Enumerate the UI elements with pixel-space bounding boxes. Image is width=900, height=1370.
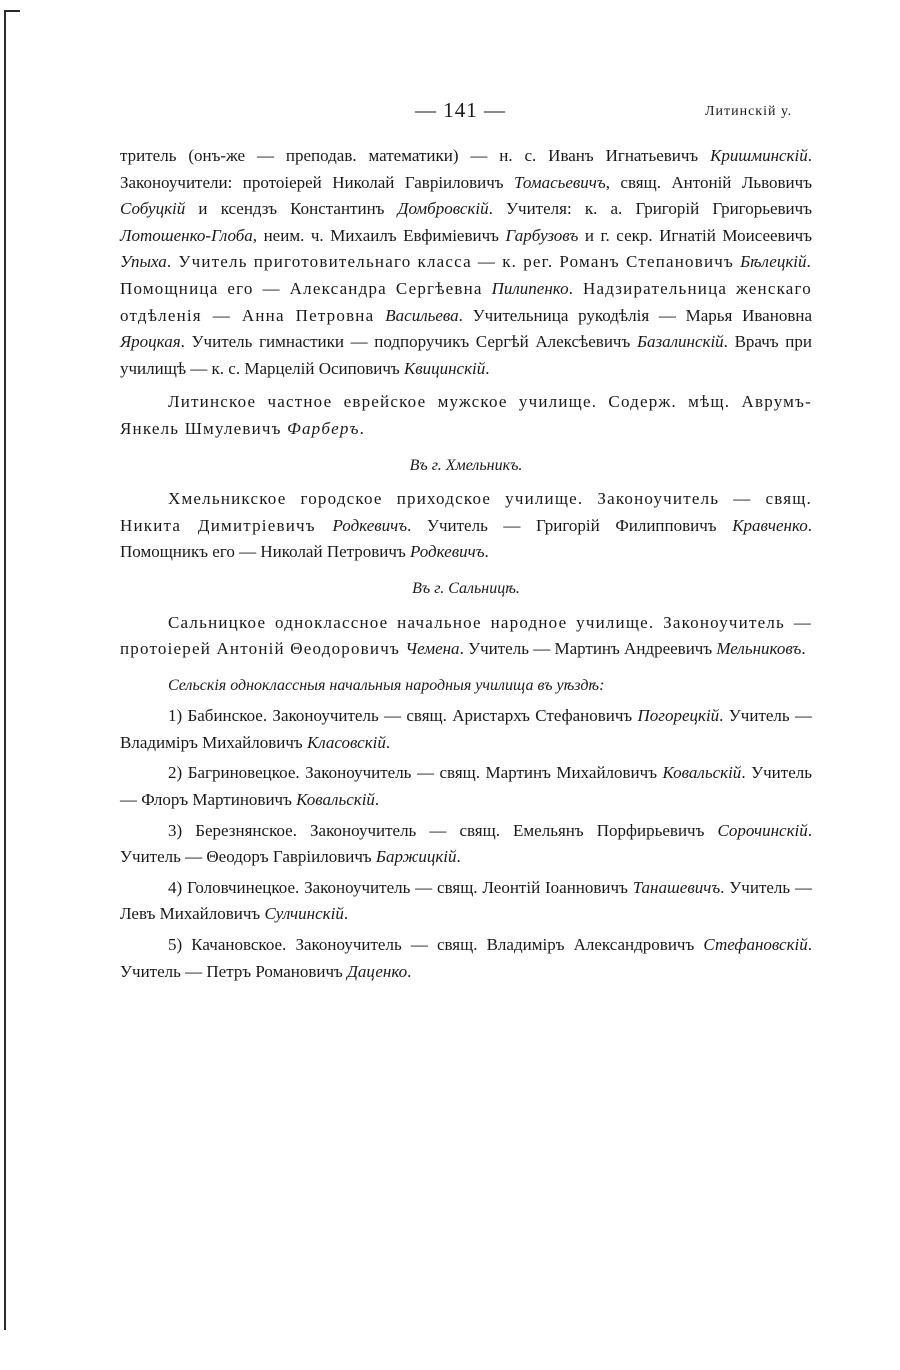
surname: Кришминскій — [710, 146, 808, 165]
text-run: , свящ. Антоній Львовичъ — [605, 172, 812, 192]
text-run: . Учитель приготовительнаго класса — к. рег. Романъ Степановичъ — [166, 252, 741, 272]
jewish-school-paragraph — [120, 389, 812, 442]
text-run: и ксендзъ Константинъ — [185, 199, 398, 219]
surname: Сорочинскій — [717, 820, 808, 840]
text-run: . Врачъ при училищѣ — к. с. Марцелій Осиповичъ — [120, 332, 812, 378]
surname: Стефановскій — [703, 935, 808, 955]
text-run: 5) Качановское. Законоучитель — свящ. Владиміръ Александровичъ — [168, 935, 704, 955]
text-run: . Учителя: к. а. Григорій Григорьевичъ — [488, 199, 812, 219]
text-run: тритель (онъ-же — преподав. математики) — н. с. Иванъ Игнатьевичъ — [120, 146, 711, 165]
rural-school-item — [120, 760, 812, 813]
text-run: . Надзирательница женскаго отдѣленія — Анна Петровна — [120, 278, 812, 325]
text-run: . Учитель — Флоръ Мартиновичъ — [120, 763, 812, 810]
text-run: . — [374, 790, 380, 810]
surname: Мельниковъ — [716, 639, 802, 659]
rural-school-item — [120, 932, 812, 985]
text-run: 4) Головчинецкое. Законоучитель — свящ. Леонтій Іоанновичъ — [168, 877, 633, 897]
surname: Собуцкій — [120, 199, 186, 219]
text-run: . — [456, 847, 461, 867]
surname: Упыха — [120, 252, 167, 272]
surname: Домбровскій — [397, 199, 489, 219]
khmelnik-paragraph — [120, 486, 812, 566]
surname: Базалинскій — [636, 332, 724, 352]
page-number: — 141 — — [415, 98, 506, 122]
text-run: . Законоучители: протоіерей Николай Гавріиловичъ — [120, 146, 812, 192]
text-run: . — [343, 904, 349, 924]
page-scan-edge-tick — [4, 10, 20, 12]
page-header — [0, 98, 900, 128]
page-body — [120, 143, 812, 985]
text-run: . Учитель — Θеодоръ Гавріиловичъ — [120, 820, 812, 867]
surname: Томасьевичъ — [514, 172, 606, 192]
rural-school-item — [120, 818, 812, 871]
text-run: . Учитель — Петръ Романовичъ — [120, 935, 812, 981]
section-heading-khmelnik: Въ г. Хмельникъ. — [409, 456, 523, 474]
page-scan-edge — [4, 10, 12, 1330]
surname: Родкевичъ — [332, 515, 408, 535]
surname: Погорецкій — [637, 706, 720, 726]
section-heading-salnitsa: Въ г. Сальницѣ. — [412, 579, 520, 597]
rural-schools-intro: Сельскія одноклассныя начальныя народныя училища въ уѣздѣ: — [168, 676, 605, 694]
rural-school-item — [120, 875, 812, 928]
text-run: . — [385, 732, 391, 752]
text-run: . — [407, 961, 412, 981]
text-run: 3) Березнянское. Законоучитель — свящ. Емельянъ Порфирьевичъ — [168, 820, 718, 840]
text-run: . Учитель — Григорій Филипповичъ — [407, 515, 733, 535]
running-head-district: Литинскій у. — [705, 104, 793, 119]
text-run: . — [801, 639, 806, 659]
surname: Родкевичъ — [410, 542, 485, 562]
text-run: . — [485, 358, 490, 378]
surname: Фарберъ — [287, 418, 360, 438]
text-run: . Учитель — Владиміръ Михайловичъ — [120, 706, 812, 752]
text-run: , неим. ч. Михаилъ Евфиміевичъ — [252, 225, 506, 245]
surname: Ковальскій — [296, 790, 375, 810]
surname: Класовскій — [306, 732, 386, 752]
surname: Квицинскій — [403, 358, 486, 378]
surname: Танашевичъ — [632, 877, 721, 897]
text-run: . Учительница рукодѣлія — Марья Ивановна — [458, 305, 812, 325]
surname: Даценко — [347, 961, 408, 981]
text-run: 2) Багриновецкое. Законоучитель — свящ. Мартинъ Михайловичъ — [168, 763, 663, 783]
surname: Баржицкій — [375, 847, 457, 867]
surname: Сулчинскій — [264, 904, 344, 924]
surname: Кравченко — [732, 515, 808, 535]
text-run: . Учитель — Левъ Михайловичъ — [120, 877, 812, 924]
text-run: . — [359, 418, 366, 438]
surname: Гарбузовъ — [505, 225, 579, 245]
text-run: . Помощница его — Александра Сергѣевна — [120, 252, 812, 298]
text-run: и г. секр. Игнатій Моисеевичъ — [578, 225, 813, 245]
text-run: . — [484, 542, 489, 562]
text-run: Хмельникское городское приходское училище. Законоучитель — свящ. Никита Димитріевичъ — [120, 489, 812, 535]
surname: Васильева — [385, 305, 459, 325]
text-run: Литинское частное еврейское мужское училище. Содерж. мѣщ. Аврумъ-Янкель Шмулевичъ — [120, 392, 812, 438]
rural-school-item — [120, 703, 812, 756]
text-run: . Помощникъ его — Николай Петровичъ — [120, 515, 812, 562]
text-run: 1) Бабинское. Законоучитель — свящ. Аристархъ Стефановичъ — [168, 706, 638, 726]
surname: Чемена — [405, 639, 460, 659]
salnitsa-paragraph — [120, 610, 812, 663]
surname: Лотошенко-Глоба — [120, 225, 253, 245]
surname: Пилипенко — [491, 278, 569, 298]
continuation-paragraph — [120, 143, 812, 382]
surname: Ковальскій — [662, 763, 742, 783]
surname: Бѣлецкій — [740, 252, 807, 272]
text-run: . Учитель — Мартинъ Андреевичъ — [459, 639, 717, 659]
text-run: Сальницкое одноклассное начальное народное училище. Законоучитель — протоіерей Антоній Θеодоровичъ — [120, 612, 812, 659]
surname: Яроцкая — [120, 332, 181, 352]
text-run: . Учитель гимнастики — подпоручикъ Сергѣй Алексѣевичъ — [180, 332, 637, 352]
